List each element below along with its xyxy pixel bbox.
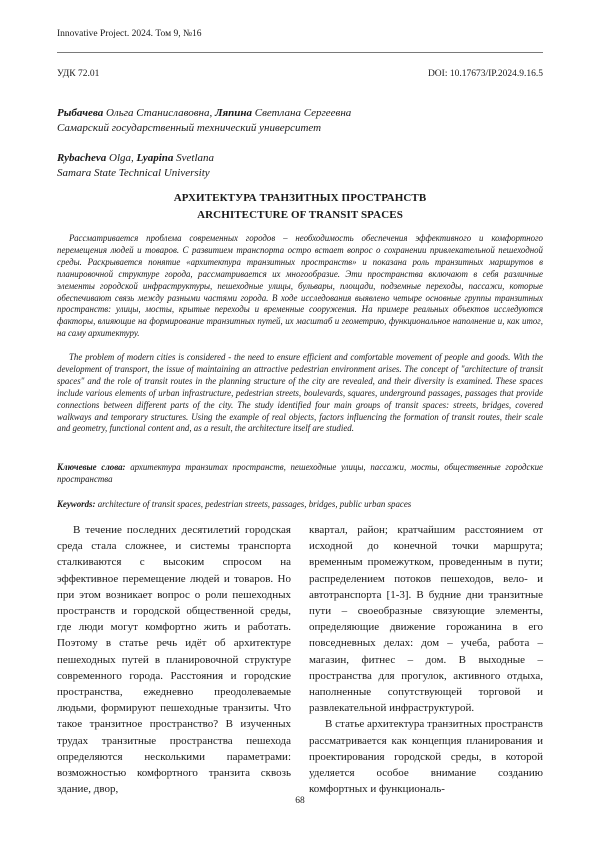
keywords-en: Keywords: architecture of transit spaces, pedestrian streets, passages, bridges, public urban spaces <box>57 499 412 509</box>
abstract-en: The problem of modern cities is considered - the need to ensure efficient and comfortable movement of people and goods. With the development of transport, the issue of maintaining an attractive pedestrian environment arises. The concept of "architecture of transit spaces" and the role of transit routes in the planning structure of the city are revealed, and their diversity is examined. These spaces include various elements of urban infrastructure, pedestrian streets, boulevards, squares, underground passages, passages that provide connections between different parts of the city. The study identified four main groups of transit spaces: streets, bridges, covered walkways and temporary structures. Using the example of real objects, factors influencing the formation of transit routes, their scale and geometry, functional content and, as a result, the architecture itself are studied. <box>57 352 543 434</box>
authors-en <box>57 151 543 181</box>
title-ru: АРХИТЕКТУРА ТРАНЗИТНЫХ ПРОСТРАНСТВ <box>173 192 427 204</box>
author-names-ru: Рыбачева Ольга Станиславовна, Ляпина Светлана Сергеевна <box>57 107 352 119</box>
affiliation-en: Samara State Technical University <box>57 167 210 179</box>
authors-ru <box>57 106 543 136</box>
abstract-ru: Рассматривается проблема современных городов – необходимость обеспечения эффективного и комфортного перемещения людей и товаров. С развитием транспорта остро встает вопрос о сохранении привлекательной пешеходной среды. Раскрывается понятие «архитектура транзитных пространств» и показана роль транзитных маршрутов в планировочной структуре города, рассматривается их многообразие. Эти пространства включают в себя различные элементы городской инфраструктуры, пешеходные улицы, бульвары, площади, подземные переходы, пассажи, которые обеспечивают связь между разными частями города. В ходе исследования выявлено четыре основные группы транзитных пространств: улицы, мосты, крытые переходы и временные сооружения. На примере реальных объектов исследуются факторы, влияющие на формирование транзитных путей, их масштаб и геометрию, функциональное наполнение и, как итог, на саму архитектуру. <box>57 233 543 339</box>
body-column-right <box>309 522 543 797</box>
author-names-en: Rybacheva Olga, Lyapina Svetlana <box>57 152 215 164</box>
udk-code: УДК 72.01 <box>57 69 100 79</box>
paragraph-right-1: квартал, район; кратчайшим расстоянием от исходной до конечной точки маршрута; временным промежутком, проведенным в пути; распределением потоков пешеходов, вело- и автотранспорта [1-3]. В будние дни транзитные пути – своеобразные связующие элементы, определяющие движение горожанина в его повседневных делах: дом – учеба, работа – магазин, фитнес – дом. В выходные – пространства для прогулок, активного отдыха, наполненные сопутствующей торговой и развлекательной инфраструктурой. <box>309 524 543 715</box>
title-en: ARCHITECTURE OF TRANSIT SPACES <box>197 209 403 221</box>
body-column-left: В течение последних десятилетий городская среда стала сложнее, и системы транспорта сталкиваются с высоким спросом на эффективное перемещение людей и товаров. Но при этом возникает вопрос о роли пешеходных пространств и городской общественной среды, где люди могут комфортно жить и работать. Поэтому в статье речь идёт об архитектуре пешеходных путей в планировочной структуре современного города. Расстояния и городские пространства, ежедневно преодолеваемые людьми, формируют пешеходные транзиты. Что такое транзитное пространство? В изученных трудах транзитные пространства пешехода определяются несколькими параметрами: возможностью комфортного транзита сквозь здание, двор, <box>57 524 291 796</box>
affiliation-ru: Самарский государственный технический университет <box>57 122 322 134</box>
header-rule <box>57 52 543 53</box>
paragraph-right-2: В статье архитектура транзитных пространств рассматривается как концепция планирования и проектирования городской среды, в которой уделяется особое внимание созданию комфортных и функциональ- <box>309 718 543 796</box>
page-number: 68 <box>295 796 305 806</box>
keywords-ru: Ключевые слова: архитектура транзитах пространств, пешеходные улицы, пассажи, мосты, общественные городские пространства <box>57 462 543 484</box>
journal-header: Innovative Project. 2024. Том 9, №16 <box>57 29 202 39</box>
doi-link[interactable]: DOI: 10.17673/IP.2024.9.16.5 <box>427 69 543 79</box>
